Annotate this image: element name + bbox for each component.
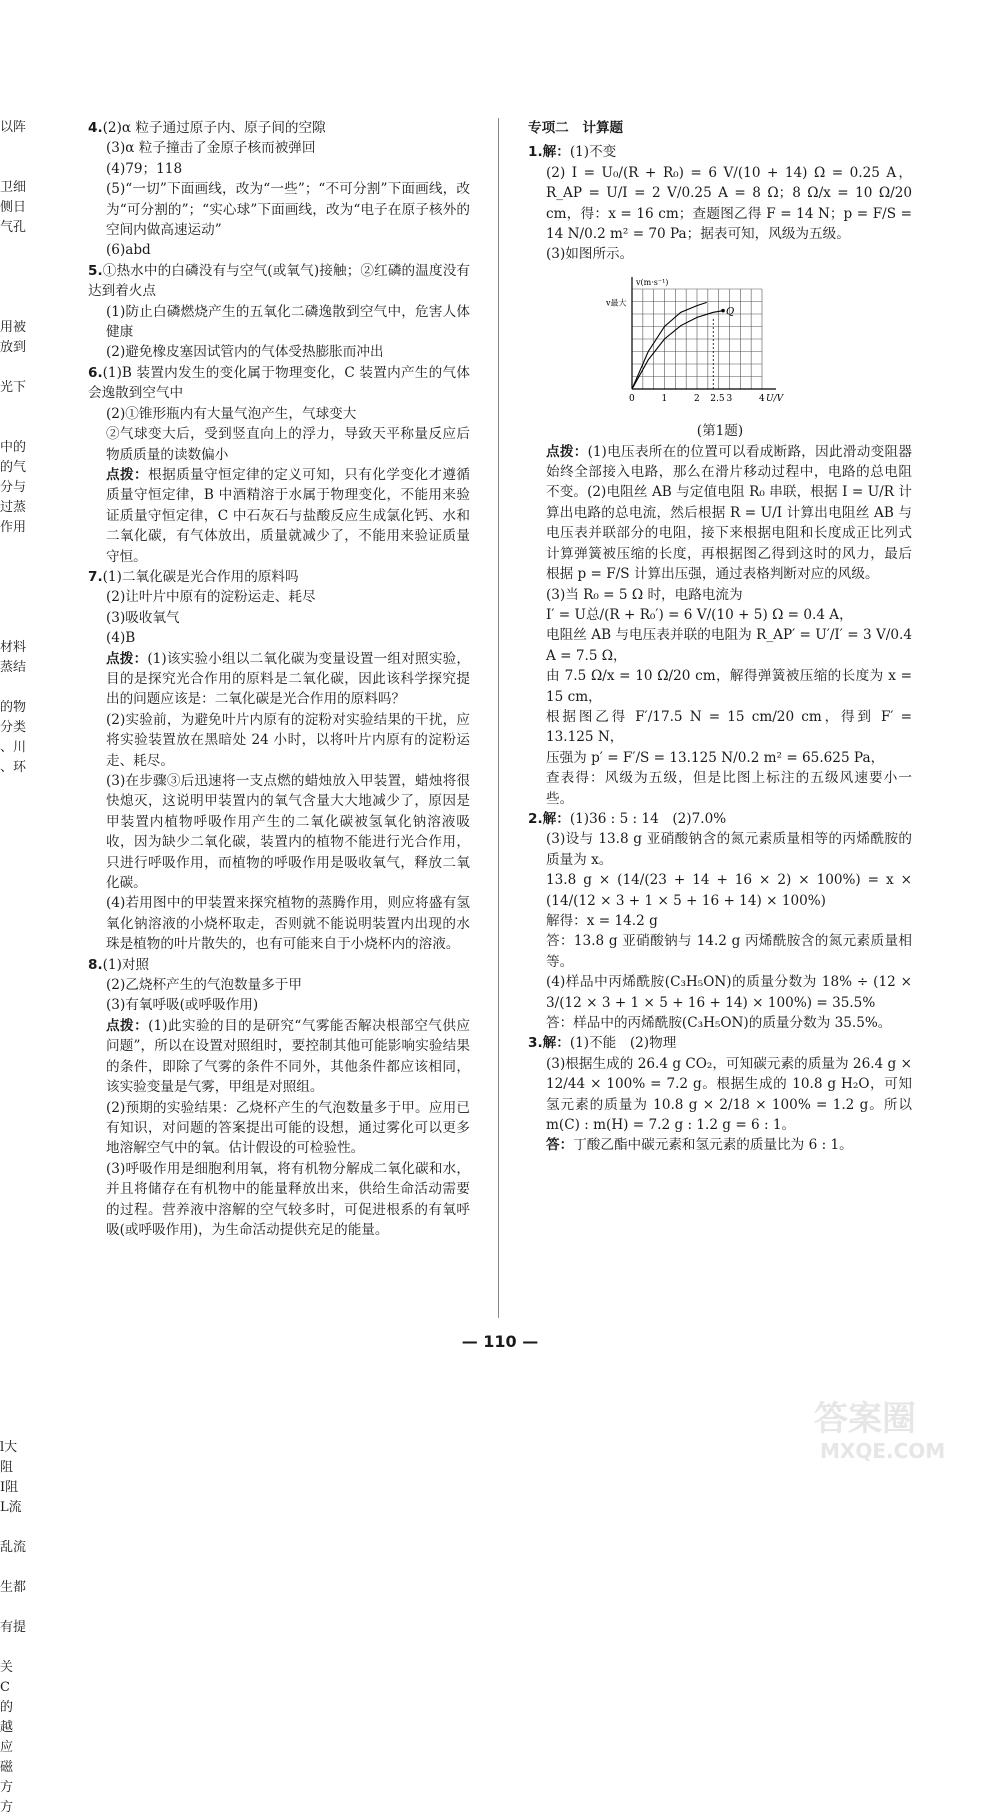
- q7-line: (4)B: [106, 630, 136, 647]
- tip-label: 点拨：: [106, 466, 149, 483]
- left-fragment: 、环: [0, 760, 27, 775]
- left-fragment: [0, 1398, 32, 1418]
- left-fragment: l大: [0, 1440, 18, 1455]
- left-fragment: [0, 1258, 32, 1278]
- q4-line: (6)abd: [106, 242, 151, 259]
- left-fragment: [0, 778, 32, 798]
- c1-equation: 电阻丝 AB 与电压表并联的电阻为 R_AP′ = U′/I′ = 3 V/0.4 A = 7.5 Ω，: [546, 627, 912, 664]
- left-fragment: 蒸结: [0, 660, 27, 675]
- left-fragment: I阻: [0, 1480, 19, 1495]
- left-fragment: [0, 818, 32, 838]
- left-fragment: [0, 1058, 32, 1078]
- left-fragment: [0, 1138, 32, 1158]
- left-fragment: [0, 878, 32, 898]
- solution-label: 解：: [542, 810, 570, 827]
- tip-label: 点拨：: [106, 650, 148, 667]
- q7-tip: (1)该实验小组以二氧化碳为变量设置一组对照实验，目的是探究光合作用的原料是二氧化碳，因此该科学探究提出的问题应该是：二氧化碳是光合作用的原料吗？: [106, 650, 470, 708]
- c2-line: (1)36 : 5 : 14 (2)7.0%: [569, 810, 727, 827]
- tip-label: 点拨：: [106, 1017, 149, 1034]
- q6-line: ②气球变大后，受到竖直向上的浮力，导致天平称量反应后物质质量的读数偏小: [106, 426, 470, 463]
- left-fragment: [0, 858, 32, 878]
- left-fragment: 分与: [0, 480, 27, 495]
- q7-tip: (3)在步骤③后迅速将一支点燃的蜡烛放入甲装置，蜡烛将很快熄灭，这说明甲装置内的氧气含量大大地减少了，原因是甲装置内植物呼吸作用产生的二氧化碳被氢氧化钠溶液吸收，因为缺少二氧化碳，装置内的植物不能进行光合作用，只进行呼吸作用，而植物的呼吸作用是吸收氧气，释放二氧化碳。: [106, 773, 470, 892]
- left-fragment: 阻: [0, 1460, 14, 1475]
- left-fragment: 乱流: [0, 1540, 27, 1555]
- x-tick-label: 0: [629, 393, 635, 404]
- q6-tip: 根据质量守恒定律的定义可知，只有化学变化才遵循质量守恒定律，B 中酒精溶于水属于物理变化，不能用来验证质量守恒定律，C 中石灰石与盐酸反应生成氯化钙、水和二氧化碳，有气体放出，质量就减少了，不能用来验证质量守恒。: [106, 466, 471, 565]
- left-fragment: [0, 278, 32, 298]
- left-fragment: [0, 1298, 32, 1318]
- c3-answer: 丁酸乙酯中碳元素和氢元素的质量比为 6 : 1。: [573, 1137, 853, 1154]
- section-title: 专项二 计算题: [528, 120, 624, 136]
- c1-equation: 查表得：风级为五级，但是比图上标注的五级风速要小一些。: [546, 770, 912, 807]
- q6-line: (1)B 装置内发生的变化属于物理变化，C 装置内产生的气体会逸散到空气中: [88, 364, 470, 402]
- left-fragment: [0, 798, 32, 818]
- left-fragment: [0, 1558, 32, 1578]
- left-fragment: [0, 1198, 32, 1218]
- q8-line: (2)乙烧杯产生的气泡数量多于甲: [106, 977, 302, 994]
- right-column: [528, 118, 912, 1156]
- x-tick-label: 2.5: [710, 393, 725, 404]
- q8-line: (1)对照: [102, 956, 150, 973]
- c3-number: 3.: [528, 1035, 543, 1052]
- left-fragment: [0, 1018, 32, 1038]
- c1-line: (1)不变: [569, 144, 617, 161]
- left-fragment: 、川: [0, 740, 27, 755]
- left-fragment: [0, 158, 32, 178]
- c1-equation: 根据图乙得 F′/17.5 N = 15 cm/20 cm，得到 F′ = 13.125 N，: [546, 708, 912, 746]
- q7-line: (3)吸收氧气: [106, 609, 180, 626]
- watermark-logo: [806, 1390, 996, 1465]
- left-fragment: [0, 538, 32, 558]
- left-fragment: [0, 678, 32, 698]
- c1-tip: (3)当 R₀ = 5 Ω 时，电路电流为: [546, 586, 743, 603]
- left-fragment: [0, 598, 32, 618]
- x-tick-label: 1: [661, 393, 668, 404]
- left-fragment: C: [0, 1680, 10, 1695]
- q7-line: (1)二氧化碳是光合作用的原料吗: [102, 568, 299, 585]
- left-fragment: 过蒸: [0, 500, 27, 515]
- left-fragment: 放到: [0, 340, 27, 355]
- left-fragment: [0, 358, 32, 378]
- left-fragment: [0, 298, 32, 318]
- left-fragment: [0, 138, 32, 158]
- c1-number: 1.: [528, 144, 543, 161]
- question-8: [88, 955, 470, 1241]
- c1-equation: I′ = U总/(R + R₀′) = 6 V/(10 + 5) Ω = 0.4 A，: [546, 606, 853, 623]
- left-fragment: 关: [0, 1660, 14, 1675]
- left-fragment: [0, 1178, 32, 1198]
- q8-tip: (3)呼吸作用是细胞利用氧，将有机物分解成二氧化碳和水，并且将储存在有机物中的能量释放出来，供给生命活动需要的过程。营养液中溶解的空气较多时，可促进根系的有氧呼吸(或呼吸作用)，为生命活动提供充足的能量。: [106, 1160, 470, 1238]
- c1-line: (3)如图所示。: [546, 246, 634, 263]
- calc-question-1: [528, 142, 912, 809]
- left-fragment: 方: [0, 1780, 14, 1795]
- q5-line: ①热水中的白磷没有与空气(或氧气)接触；②红磷的温度没有达到着火点: [88, 262, 470, 300]
- q7-tip: (4)若用图中的甲装置来探究植物的蒸腾作用，则应将盛有氢氧化钠溶液的小烧杯取走，否则就不能说明装置内出现的水珠是植物的叶片散失的，也有可能来自于小烧杯内的溶液。: [106, 895, 470, 953]
- left-fragment: [0, 1518, 32, 1538]
- c2-line: 答：样品中的丙烯酰胺(C₃H₅ON)的质量分数为 35.5%。: [546, 1015, 892, 1032]
- left-fragment: 方: [0, 1800, 14, 1815]
- left-fragment: [0, 618, 32, 638]
- q7-number: 7.: [88, 568, 103, 585]
- left-fragment: [0, 1638, 32, 1658]
- left-fragment: 作用: [0, 520, 27, 535]
- left-fragment: [0, 1238, 32, 1258]
- q8-line: (3)有氧呼吸(或呼吸作用): [106, 997, 259, 1014]
- left-fragment: 中的: [0, 440, 27, 455]
- left-fragment: [0, 978, 32, 998]
- left-fragment: [0, 558, 32, 578]
- q5-number: 5.: [88, 262, 103, 279]
- left-fragment: 的物: [0, 700, 27, 715]
- q8-number: 8.: [88, 956, 103, 973]
- solution-label: 解：: [542, 1035, 570, 1052]
- left-fragment: [0, 1418, 32, 1438]
- watermark-text: MXQE.COM: [820, 1439, 946, 1463]
- figure-caption: (第1题): [696, 423, 744, 440]
- left-fragment: [0, 1378, 32, 1398]
- left-column-fragment: [0, 118, 32, 1818]
- left-fragment: [0, 1598, 32, 1618]
- c2-line: (4)样品中丙烯酰胺(C₃H₅ON)的质量分数为 18% ÷ (12 × 3/(12 × 3 + 1 × 5 + 16 + 14) × 100%) = 35.5%: [546, 974, 912, 1011]
- c1-equation: 压强为 p′ = F′/S = 13.125 N/0.2 m² = 65.625 Pa，: [546, 749, 885, 766]
- left-fragment: [0, 1278, 32, 1298]
- c2-line: 答：13.8 g 亚硝酸钠与 14.2 g 丙烯酰胺含的氮元素质量相等。: [546, 933, 912, 970]
- left-fragment: 越: [0, 1720, 14, 1735]
- left-fragment: 的: [0, 1700, 14, 1715]
- left-fragment: [0, 918, 32, 938]
- column-divider: [498, 118, 499, 1318]
- question-6: [88, 363, 470, 567]
- left-fragment: 有提: [0, 1620, 27, 1635]
- point-q-label: Q: [726, 306, 735, 318]
- series-line-1: [632, 302, 707, 389]
- left-fragment: 分类: [0, 720, 27, 735]
- q7-tip: (2)实验前，为避免叶片内原有的淀粉对实验结果的干扰，应将实验装置放在黑暗处 24 小时，以将叶片内原有的淀粉运走、耗尽。: [106, 711, 470, 769]
- q4-number: 4.: [88, 120, 103, 136]
- y-axis-label: v(m·s⁻¹): [636, 277, 669, 287]
- solution-label: 解：: [542, 144, 570, 161]
- chart-svg: [606, 271, 784, 411]
- calc-question-3: [528, 1033, 912, 1155]
- q8-tip: (2)预期的实验结果：乙烧杯产生的气泡数量多于甲。应用已有知识，对问题的答案提出可能的设想，通过雾化可以更多地溶解空气中的氧。估计假设的可检验性。: [106, 1099, 470, 1157]
- q4-line: (4)79；118: [106, 160, 183, 177]
- left-fragment: [0, 1158, 32, 1178]
- left-fragment: [0, 838, 32, 858]
- left-fragment: [0, 1358, 32, 1378]
- c3-line: (3)根据生成的 26.4 g CO₂，可知碳元素的质量为 26.4 g × 12/44 × 100% = 7.2 g。根据生成的 10.8 g H₂O，可知氢元素的质量为 10.8 g × 2/18 × 100% = 1.2 g。所以 m(C) : m(H) = 7.2 g : 1.2 g = 6 : 1。: [546, 1055, 912, 1134]
- question-5: [88, 261, 470, 363]
- left-fragment: [0, 998, 32, 1018]
- c2-equation: 13.8 g × (14/(23 + 14 + 16 × 2) × 100%) = x × (14/(12 × 3 + 1 × 5 + 16 + 14) × 100%): [546, 872, 912, 909]
- watermark-glyphs: 答案圈: [814, 1399, 916, 1439]
- left-fragment: [0, 1098, 32, 1118]
- left-fragment: 气孔: [0, 220, 27, 235]
- c2-line: 解得：x = 14.2 g: [546, 913, 658, 929]
- q5-line: (1)防止白磷燃烧产生的五氧化二磷逸散到空气中，危害人体健康: [106, 303, 470, 341]
- left-fragment: 用被: [0, 320, 27, 335]
- c1-tip: (1)电压表所在的位置可以看成断路，因此滑动变阻器始终全部接入电路，那么在滑片移动过程中，电路的总电阻不变。(2)电阻丝 AB 与定值电阻 R₀ 串联，根据 I = U/R 计算出电路的总电流，然后根据 R = U/I 计算出电阻丝 AB 与电压表并联部分的电阻，接下来根据电阻和长度成正比列式计算弹簧被压缩的长度，再根据图乙得到这时的风力，最后根据 p = F/S 计算出压强，通过表格判断对应的风级。: [546, 443, 912, 583]
- answer-label: 答：: [546, 1137, 574, 1154]
- left-fragment: [0, 958, 32, 978]
- c1-line: (2) I = U₀/(R + R₀) = 6 V/(10 + 14) Ω = 0.25 A，R_AP = U/I = 2 V/0.25 A = 8 Ω；8 Ω/x = 10 Ω/20 cm，得：x = 16 cm；查题图乙得 F = 14 N；p = F/S = 14 N/0.2 m² = 70 Pa；据表可知，风级为五级。: [546, 164, 912, 243]
- left-fragment: [0, 258, 32, 278]
- left-fragment: 材料: [0, 640, 27, 655]
- left-fragment: [0, 1078, 32, 1098]
- q7-line: (2)让叶片中原有的淀粉运走、耗尽: [106, 589, 316, 606]
- page-number: — 110 —: [461, 1332, 539, 1351]
- x-tick-label: 2: [694, 393, 700, 404]
- left-fragment: [0, 1038, 32, 1058]
- left-fragment: [0, 418, 32, 438]
- q4-line: (3)α 粒子撞击了金原子核而被弹回: [106, 140, 316, 157]
- question-4: [88, 118, 470, 261]
- left-fragment: [0, 1118, 32, 1138]
- c3-line: (1)不能 (2)物理: [569, 1035, 677, 1052]
- x-tick-label: 4: [759, 393, 765, 404]
- q8-tip: (1)此实验的目的是研究“气雾能否解决根部空气供应问题”，所以在设置对照组时，要控制其他可能影响实验结果的条件，即除了气雾的条件不同外，其他条件都应该相同，该实验变量是气雾，甲组是对照组。: [106, 1017, 470, 1096]
- c2-line: (3)设与 13.8 g 亚硝酸钠含的氮元素质量相等的丙烯酰胺的质量为 x。: [546, 831, 912, 868]
- c2-number: 2.: [528, 810, 543, 827]
- left-fragment: [0, 578, 32, 598]
- left-fragment: [0, 938, 32, 958]
- left-fragment: 侧日: [0, 200, 27, 215]
- left-fragment: 以阵: [0, 120, 27, 135]
- c1-equation: 由 7.5 Ω/x = 10 Ω/20 cm，解得弹簧被压缩的长度为 x = 15 cm，: [546, 668, 912, 705]
- left-fragment: L流: [0, 1500, 22, 1515]
- left-fragment: [0, 238, 32, 258]
- left-fragment: 磁: [0, 1760, 14, 1775]
- left-fragment: [0, 398, 32, 418]
- left-fragment: [0, 898, 32, 918]
- v-max-label: v最大: [606, 298, 627, 308]
- left-fragment: 生都: [0, 1580, 27, 1595]
- left-fragment: 卫细: [0, 180, 27, 195]
- left-fragment: 的气: [0, 460, 27, 475]
- left-fragment: 应: [0, 1740, 14, 1755]
- q4-line: (2)α 粒子通过原子内、原子间的空隙: [102, 120, 326, 136]
- q6-line: (2)①锥形瓶内有大量气泡产生，气球变大: [106, 405, 357, 422]
- x-axis-label: U/V: [766, 393, 784, 404]
- middle-column: [88, 118, 470, 1240]
- question-7: [88, 567, 470, 955]
- velocity-voltage-chart: [606, 271, 912, 417]
- series-line-2: [632, 311, 723, 389]
- x-tick-label: 3: [726, 393, 733, 404]
- q6-number: 6.: [88, 364, 103, 381]
- left-fragment: 光下: [0, 380, 27, 395]
- calc-question-2: [528, 809, 912, 1033]
- q4-line: (5)“一切”下面画线，改为“一些”；“不可分割”下面画线，改为“可分割的”；“实心球”下面画线，改为“电子在原子核外的空间内做高速运动”: [106, 181, 470, 239]
- point-q: [721, 309, 725, 313]
- tip-label: 点拨：: [546, 443, 588, 460]
- left-fragment: [0, 1218, 32, 1238]
- q5-line: (2)避免橡皮塞因试管内的气体受热膨胀而冲出: [106, 344, 384, 361]
